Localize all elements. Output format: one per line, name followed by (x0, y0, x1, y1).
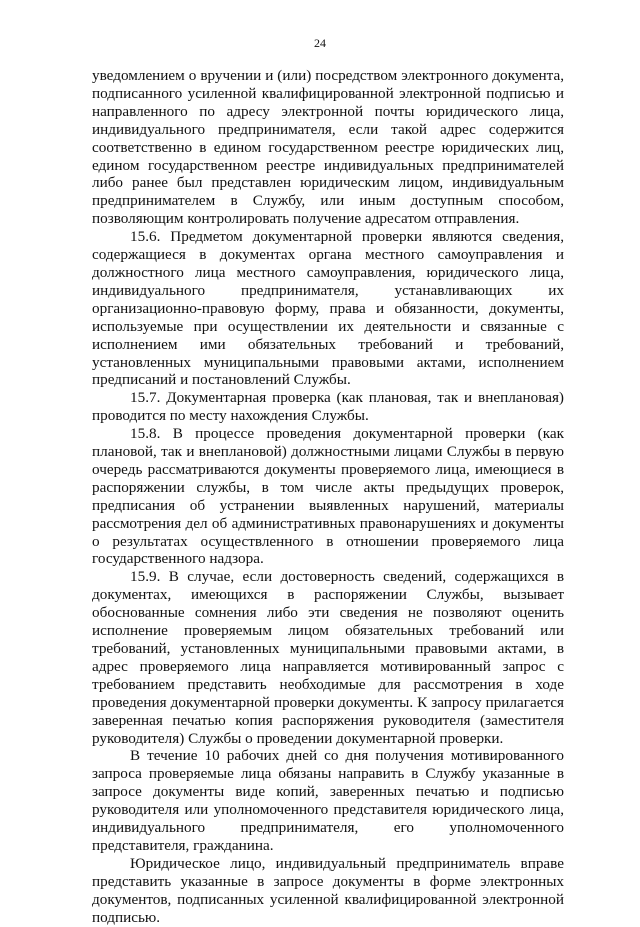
document-body (92, 67, 564, 927)
page-number: 24 (314, 36, 326, 50)
paragraph-electronic-documents: Юридическое лицо, индивидуальный предприниматель вправе представить указанные в запросе документы в форме электронных документов, подписанных усиленной квалифицированной электронной подписью. (92, 854, 564, 926)
paragraph-15-9: 15.9. В случае, если достоверность сведений, содержащихся в документах, имеющихся в распоряжении Службы, вызывает обоснованные сомнения либо эти сведения не позволяют оценить исполнение проверяемым лицом обязательных требований или требований, установленных муниципальными правовыми актами, в адрес проверяемого лица направляется мотивированный запрос с требованием представить необходимые для рассмотрения в ходе проведения документарной проверки документы. К запросу прилагается заверенная печатью копия распоряжения руководителя (заместителя руководителя) Службы о проведении документарной проверки. (92, 568, 564, 747)
paragraph-deadline: В течение 10 рабочих дней со дня получения мотивированного запроса проверяемые лица обязаны направить в Службу указанные в запросе документы виде копий, заверенных печатью и подписью руководителя или уполномоченного представителя юридического лица, индивидуального предпринимателя, его уполномоченного представителя, гражданина. (92, 747, 564, 854)
paragraph-15-6: 15.6. Предметом документарной проверки являются сведения, содержащиеся в документах органа местного самоуправления и должностного лица местного самоуправления, юридического лица, индивидуального предпринимателя, устанавливающих их организационно-правовую форму, права и обязанности, документы, используемые при осуществлении их деятельности и связанные с исполнением ими обязательных требований и требований, установленных муниципальными правовыми актами, исполнением предписаний и постановлений Службы. (92, 228, 564, 389)
paragraph-continuation: уведомлением о вручении и (или) посредством электронного документа, подписанного усиленной квалифицированной электронной подписью и направленного по адресу электронной почты юридического лица, индивидуального предпринимателя, если такой адрес содержится соответственно в едином государственном реестре юридических лиц, едином государственном реестре индивидуальных предпринимателей либо ранее был представлен юридическим лицом, индивидуальным предпринимателем в Службу, или иным доступным способом, позволяющим контролировать получение адресатом отправления. (92, 67, 564, 228)
paragraph-15-8: 15.8. В процессе проведения документарной проверки (как плановой, так и внеплановой) должностными лицами Службы в первую очередь рассматриваются документы проверяемого лица, имеющиеся в распоряжении службы, в том числе акты предыдущих проверок, предписания об устранении выявленных нарушений, материалы рассмотрения дел об административных правонарушениях и документы о результатах осуществленного в отношении проверяемого лица государственного надзора. (92, 425, 564, 568)
paragraph-15-7: 15.7. Документарная проверка (как плановая, так и внеплановая) проводится по месту нахождения Службы. (92, 389, 564, 425)
